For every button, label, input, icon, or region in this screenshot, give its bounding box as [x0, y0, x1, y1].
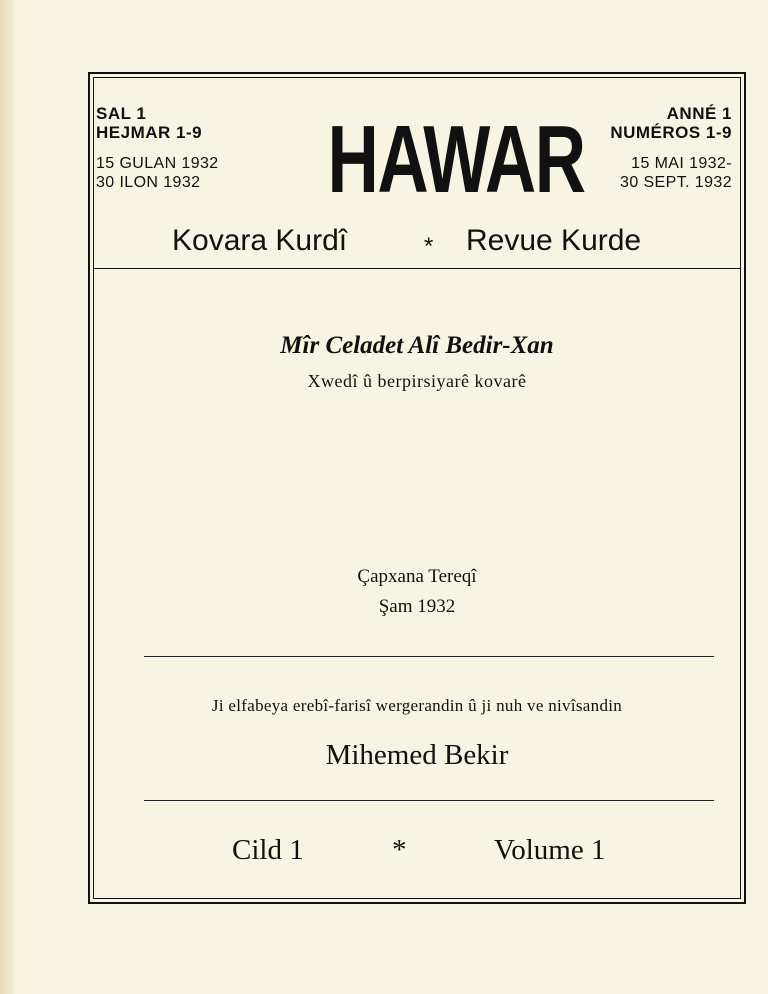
date-range-french: [610, 154, 732, 192]
title-page-frame: [88, 72, 746, 904]
subtitle-separator: *: [424, 233, 434, 260]
publication-place-year: Şam 1932: [378, 596, 456, 617]
title-page-inner-frame: [93, 77, 741, 899]
subtitle-french: Revue Kurde: [466, 224, 642, 257]
author-role: Xwedî û berpirsiyarê kovarê: [307, 371, 527, 391]
masthead-title: HAWAR: [327, 106, 585, 213]
book-spine-edge: [0, 0, 14, 994]
printer-name: Çapxana Tereqî: [357, 566, 477, 587]
date-end-kurdish: 30 ILON 1932: [96, 174, 201, 191]
author-name: Mîr Celadet Alî Bedir-Xan: [280, 332, 554, 359]
volume-separator: *: [392, 834, 407, 866]
date-start-kurdish: 15 GULAN 1932: [96, 155, 219, 172]
divider-upper: [144, 656, 714, 657]
issue-label-french: NUMÉROS 1-9: [610, 123, 732, 142]
translation-note: Ji elfabeya erebî-farisî wergerandin û ji nuh ve nivîsandin: [211, 696, 623, 715]
date-range-kurdish: [96, 154, 219, 192]
header-left-block: [96, 104, 219, 192]
divider-lower: [144, 800, 714, 801]
issue-label-kurdish: HEJMAR 1-9: [96, 123, 203, 142]
date-end-french: 30 SEPT. 1932: [620, 174, 732, 191]
header-divider: [94, 268, 740, 269]
year-label-kurdish: SAL 1: [96, 104, 147, 123]
volume-kurdish: Cild 1: [232, 834, 304, 866]
date-start-french: 15 MAI 1932-: [631, 155, 732, 172]
subtitle-kurdish: Kovara Kurdî: [172, 224, 348, 257]
volume-english: Volume 1: [494, 834, 606, 866]
translator-name: Mihemed Bekir: [325, 739, 509, 771]
year-label-french: ANNÉ 1: [666, 104, 732, 123]
header-right-block: [610, 104, 732, 192]
